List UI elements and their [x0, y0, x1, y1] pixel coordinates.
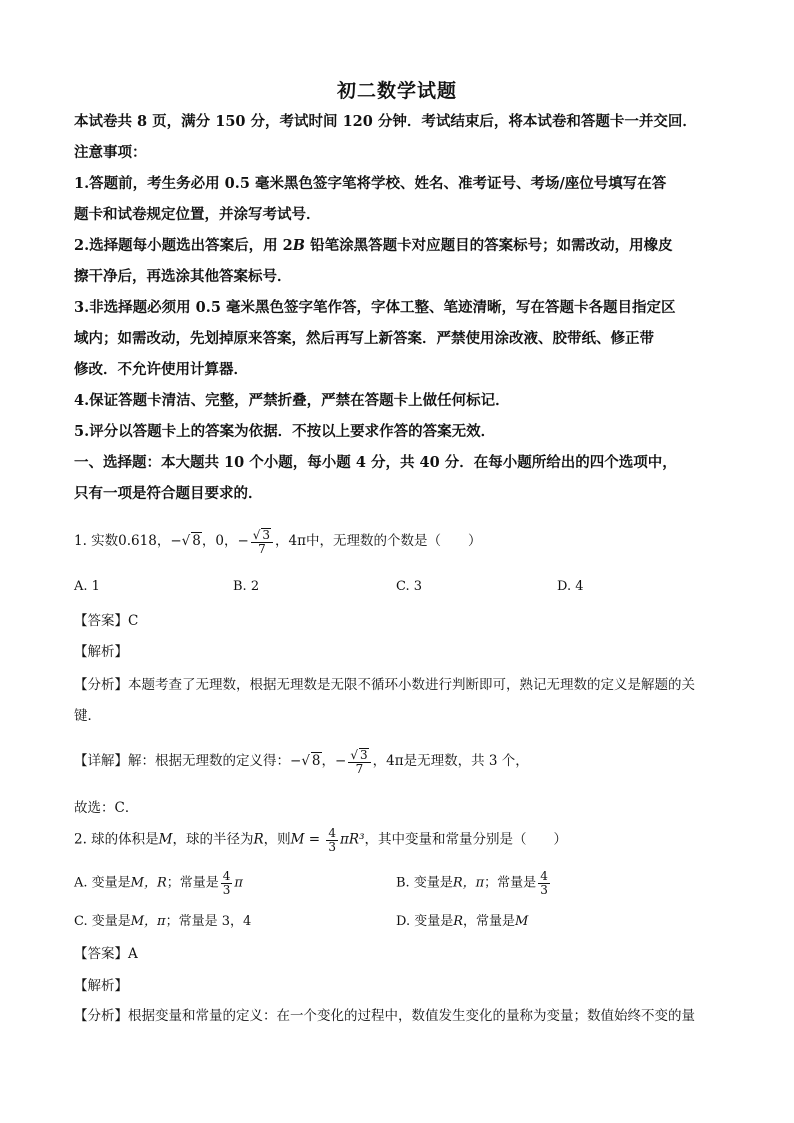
- q1-option-b: B. 2: [233, 579, 260, 594]
- notice-1a: 1.答题前，考生务必用 0.5 毫米黑色签字笔将学校、姓名、准考证号、考场/座位号填写在答: [74, 175, 667, 192]
- notice-2b: 擦干净后，再选涂其他答案标号．: [74, 268, 292, 285]
- notice-2a-pre: 2.选择题每小题选出答案后，用 2: [74, 237, 293, 254]
- q2-option-b: B. 变量是R，π；常量是 $\frac{4}{3}$: [396, 869, 548, 897]
- q1-fraction: $\frac{√ 3}{7}$: [251, 528, 273, 555]
- q1-sep: ，: [223, 533, 238, 550]
- q2-answer: 【答案】A: [74, 946, 138, 962]
- q1-zero: 0: [215, 533, 224, 550]
- q1-detail: 【详解】解：根据无理数的定义得：−√ 8，− $\frac{√ 3}{7}$ ，4π是无理数，共 3 个，: [74, 748, 529, 776]
- q2-option-a: A. 变量是M，R；常量是 $\frac{4}{3}$ π: [74, 869, 243, 897]
- section-1-b: 只有一项是符合题目要求的．: [74, 485, 263, 502]
- q1-option-c: C. 3: [396, 579, 423, 594]
- section-1-a: 一、选择题：本大题共 10 个小题，每小题 4 分，共 40 分．在每小题所给出的四个选项中，: [74, 454, 677, 471]
- q1-option-a: A. 1: [74, 579, 100, 594]
- intro-line: 本试卷共 8 页，满分 150 分，考试时间 120 分钟．考试结束后，将本试卷和答题卡一并交回．: [74, 113, 697, 130]
- q1-analysis-label: 【解析】: [74, 644, 128, 660]
- q2-opt-a-fraction: $\frac{4}{3}$: [222, 869, 231, 897]
- notice-title: 注意事项：: [74, 144, 147, 161]
- q1-four-pi: 4π: [288, 533, 307, 550]
- q1-fenxi-a: 【分析】本题考查了无理数，根据无理数是无限不循环小数进行判断即可，熟记无理数的定义是解题的关: [74, 677, 695, 693]
- q1-prefix: 1. 实数: [74, 533, 119, 550]
- q1-suffix: 中，无理数的个数是（ ）: [306, 533, 482, 550]
- q1-option-d: D. 4: [557, 579, 584, 594]
- q2-fraction: $\frac{4}{3}$: [328, 826, 337, 854]
- notice-2a: [74, 234, 673, 255]
- notice-2a-post: 铅笔涂黑答题卡对应题目的答案标号；如需改动，用橡皮: [305, 237, 673, 254]
- notice-4: 4.保证答题卡清洁、完整，严禁折叠，严禁在答题卡上做任何标记．: [74, 392, 510, 409]
- q1-neg: −: [237, 533, 249, 550]
- page-title: 初二数学试题: [336, 80, 457, 102]
- q1-answer: 【答案】C: [74, 613, 139, 629]
- q1-detail-fraction: $\frac{√ 3}{7}$: [348, 748, 370, 775]
- notice-3a: 3.非选择题必须用 0.5 毫米黑色签字笔作答，字体工整、笔迹清晰，写在答题卡各题目指定区: [74, 299, 676, 316]
- sqrt-icon: √: [181, 533, 191, 550]
- q1-sep: ，: [275, 533, 289, 550]
- q2-analysis-label: 【解析】: [74, 978, 128, 994]
- notice-2a-b: B: [292, 237, 306, 254]
- q1-number-0618: 0.618: [118, 533, 157, 550]
- q1-sep: ，: [156, 533, 171, 550]
- sqrt-icon: √: [350, 748, 358, 762]
- notice-3c: 修改．不允许使用计算器．: [74, 361, 248, 378]
- sqrt-icon: √: [301, 753, 310, 770]
- notice-3b: 域内；如需改动，先划掉原来答案，然后再写上新答案．严禁使用涂改液、胶带纸、修正带: [74, 330, 654, 347]
- notice-1b: 题卡和试卷规定位置，并涂写考试号．: [74, 206, 321, 223]
- q2-option-c: C. 变量是M，π；常量是 3，4: [74, 914, 252, 929]
- q1-neg: −: [170, 533, 182, 550]
- q2-option-d: D. 变量是R，常量是M: [396, 914, 529, 929]
- question-2: 2. 球的体积是M，球的半径为R，则M = $\frac{4}{3}$ πR³，其中变量和常量分别是（ ）: [74, 826, 567, 854]
- q1-fenxi-b: 键．: [74, 708, 101, 724]
- q1-conclusion: 故选：C．: [74, 800, 139, 816]
- q1-rad-8: 8: [192, 533, 201, 550]
- notice-5: 5.评分以答题卡上的答案为依据．不按以上要求作答的答案无效．: [74, 423, 496, 440]
- q2-fenxi: 【分析】根据变量和常量的定义：在一个变化的过程中，数值发生变化的量称为变量；数值始终不变的量: [74, 1008, 695, 1024]
- q2-opt-b-fraction: $\frac{4}{3}$: [540, 869, 548, 897]
- q1-sep: ，: [201, 533, 216, 550]
- sqrt-icon: √: [252, 528, 261, 542]
- question-1: [74, 528, 482, 555]
